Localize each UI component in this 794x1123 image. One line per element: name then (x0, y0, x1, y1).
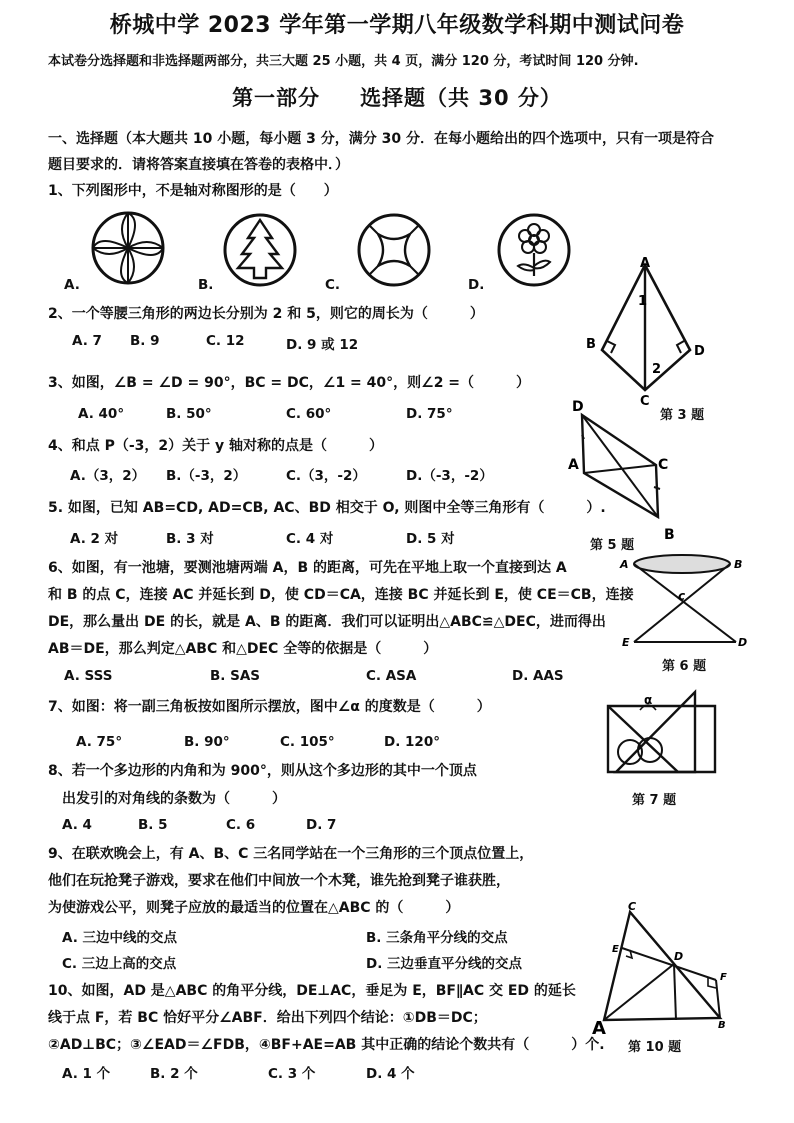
fig6-label-c: c (678, 589, 686, 603)
exam-note: 本试卷分选择题和非选择题两部分，共三大题 25 小题，共 4 页，满分 120 分，考试时间 120 分钟. (48, 54, 639, 69)
q1-figure-a (90, 210, 170, 290)
q4-option-b: B.（-3，2） (166, 468, 247, 484)
q6-line-3: DE，那么量出 DE 的长，就是 A、B 的距离．我们可以证明出△ABC≌△DEC，进而得出 (48, 614, 606, 630)
q2-text: 2、一个等腰三角形的两边长分别为 2 和 5，则它的周长为（ ） (48, 306, 484, 322)
fig3-label-d: D (694, 344, 705, 359)
q1-figure-d (496, 212, 576, 292)
q3-option-b: B. 50° (166, 406, 212, 422)
fig5-caption: 第 5 题 (590, 538, 635, 553)
q8-line-1: 8、若一个多边形的内角和为 900°，则从这个多边形的其中一个顶点 (48, 763, 477, 779)
fig6-label-a: A (620, 558, 629, 571)
q1-label-d: D. (468, 277, 485, 293)
q10-option-a: A. 1 个 (62, 1066, 111, 1082)
q9-line-1: 9、在联欢晚会上，有 A、B、C 三名同学站在一个三角形的三个顶点位置上， (48, 846, 534, 862)
q5-option-c: C. 4 对 (286, 531, 334, 547)
q1-figure-c (356, 212, 436, 292)
fig3-label-angle-1: 1 (638, 294, 648, 309)
q6-line-1: 6、如图，有一池塘，要测池塘两端 A，B 的距离，可先在平地上取一个直接到达 A (48, 560, 567, 576)
q3-text: 3、如图，∠B = ∠D = 90°，BC = DC，∠1 = 40°，则∠2 =（ ） (48, 375, 531, 391)
q4-text: 4、和点 P（-3，2）关于 y 轴对称的点是（ ） (48, 438, 384, 454)
q5-option-a: A. 2 对 (70, 531, 119, 547)
q9-line-3: 为使游戏公平，则凳子应放的最适当的位置在△ABC 的（ ） (48, 900, 460, 916)
q4-option-a: A.（3，2） (70, 468, 146, 484)
fig3-label-c: C (640, 394, 650, 409)
q5-option-b: B. 3 对 (166, 531, 214, 547)
figure-5 (566, 395, 686, 545)
q6-line-4: AB＝DE，那么判定△ABC 和△DEC 全等的依据是（ ） (48, 641, 438, 657)
q8-line-2: 出发引的对角线的条数为（ ） (62, 791, 286, 807)
fig7-caption: 第 7 题 (632, 793, 677, 808)
q8-option-d: D. 7 (306, 817, 337, 833)
section-instructions-1: 一、选择题（本大题共 10 小题，每小题 3 分，满分 30 分．在每小题给出的四个选项中，只有一项是符合 (48, 131, 714, 147)
q1-figure-b (222, 212, 302, 292)
exam-title: 桥城中学 2023 学年第一学期八年级数学科期中测试问卷 (109, 13, 685, 38)
fig3-label-a: A (640, 256, 651, 271)
fig3-label-angle-2: 2 (652, 362, 662, 377)
fig10-label-b: B (718, 1020, 726, 1031)
q10-line-2: 线于点 F，若 BC 恰好平分∠ABF．给出下列四个结论：①DB＝DC； (48, 1010, 487, 1026)
fig7-label-alpha: α (644, 693, 653, 707)
q5-option-d: D. 5 对 (406, 531, 455, 547)
figure-10 (590, 900, 740, 1039)
q2-option-a: A. 7 (72, 333, 102, 349)
q10-line-3: ②AD⊥BC；③∠EAD＝∠FDB，④BF+AE=AB 其中正确的结论个数共有（ ）个. (48, 1037, 605, 1053)
q1-text: 1、下列图形中，不是轴对称图形的是（ ） (48, 183, 338, 199)
fig3-caption: 第 3 题 (660, 408, 705, 423)
q4-option-d: D.（-3，-2） (406, 468, 493, 484)
fig10-label-f: F (720, 972, 727, 983)
q2-option-c: C. 12 (206, 333, 245, 349)
part-heading-b: 选择题（共 30 分） (360, 86, 562, 110)
q3-option-c: C. 60° (286, 406, 332, 422)
fig5-label-a: A (568, 457, 579, 473)
q10-line-1: 10、如图，AD 是△ABC 的角平分线，DE⊥AC，垂足为 E，BF∥AC 交 ED 的延长 (48, 983, 576, 999)
part-heading (0, 82, 794, 112)
fig10-label-e: E (612, 944, 619, 955)
q9-option-d: D. 三边垂直平分线的交点 (366, 956, 523, 972)
q10-option-b: B. 2 个 (150, 1066, 198, 1082)
q7-option-d: D. 120° (384, 734, 440, 750)
figure-7 (600, 690, 725, 780)
q7-option-b: B. 90° (184, 734, 230, 750)
fig5-label-b: B (664, 527, 675, 543)
fig10-label-c: C (628, 900, 637, 913)
q1-label-c: C. (325, 277, 341, 293)
q6-option-c: C. ASA (366, 668, 417, 684)
q8-option-c: C. 6 (226, 817, 256, 833)
fig10-label-d: D (674, 950, 684, 963)
figure-6 (620, 550, 760, 660)
q3-option-d: D. 75° (406, 406, 453, 422)
fig6-label-d: D (738, 636, 748, 649)
q3-option-a: A. 40° (78, 406, 125, 422)
fig6-label-b: B (734, 558, 743, 571)
q6-line-2: 和 B 的点 C，连接 AC 并延长到 D，使 CD＝CA，连接 BC 并延长到 E，使 CE＝CB，连接 (48, 587, 634, 603)
q8-option-a: A. 4 (62, 817, 92, 833)
fig6-caption: 第 6 题 (662, 659, 707, 674)
q9-option-c: C. 三边上高的交点 (62, 956, 177, 972)
fig10-caption: 第 10 题 (628, 1040, 682, 1055)
q9-line-2: 他们在玩抢凳子游戏，要求在他们中间放一个木凳，谁先抢到凳子谁获胜， (48, 873, 510, 889)
q7-text: 7、如图：将一副三角板按如图所示摆放，图中∠α 的度数是（ ） (48, 699, 491, 715)
fig3-label-b: B (586, 337, 596, 352)
q7-option-c: C. 105° (280, 734, 335, 750)
fig6-label-e: E (622, 636, 630, 649)
fig10-label-a: A (592, 1018, 606, 1039)
part-heading-a: 第一部分 (232, 86, 321, 110)
q10-option-d: D. 4 个 (366, 1066, 415, 1082)
section-instructions-2: 题目要求的．请将答案直接填在答卷的表格中．） (48, 157, 349, 173)
q5-text: 5. 如图，已知 AB=CD, AD=CB, AC、BD 相交于 O, 则图中全等三角形有（ ）. (48, 500, 606, 516)
q6-option-d: D. AAS (512, 668, 564, 684)
q10-option-c: C. 3 个 (268, 1066, 316, 1082)
q4-option-c: C.（3，-2） (286, 468, 366, 484)
fig5-label-d: D (572, 399, 584, 415)
q9-option-b: B. 三条角平分线的交点 (366, 930, 508, 946)
fig5-label-c: C (658, 457, 669, 473)
q8-option-b: B. 5 (138, 817, 168, 833)
q7-option-a: A. 75° (76, 734, 123, 750)
q1-label-a: A. (64, 277, 80, 293)
q2-option-d: D. 9 或 12 (286, 337, 359, 353)
q6-option-a: A. SSS (64, 668, 113, 684)
q6-option-b: B. SAS (210, 668, 261, 684)
q2-option-b: B. 9 (130, 333, 160, 349)
q1-label-b: B. (198, 277, 214, 293)
q9-option-a: A. 三边中线的交点 (62, 930, 178, 946)
